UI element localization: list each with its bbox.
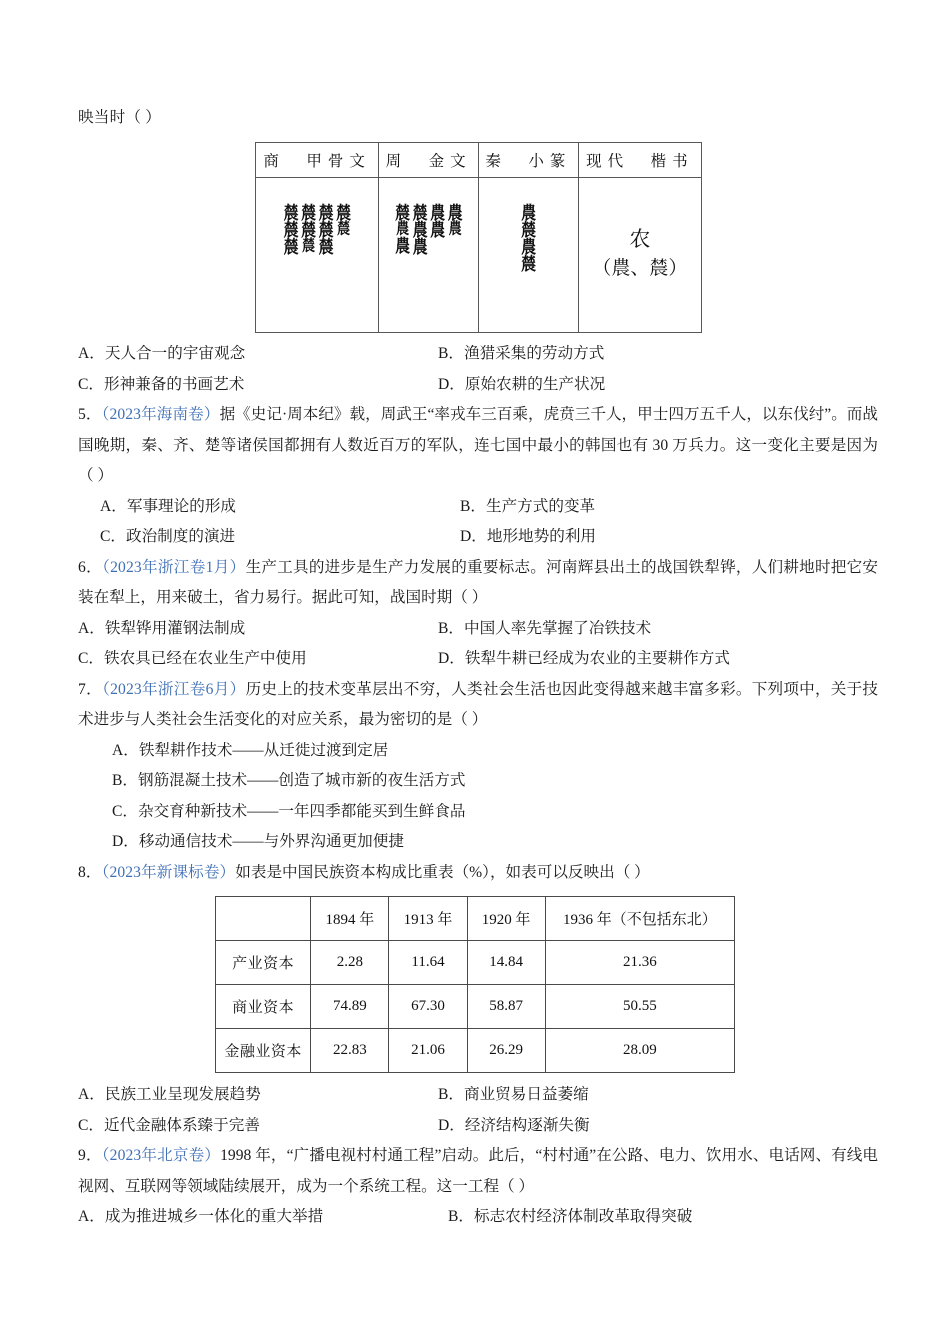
ancient-glyph: 辳 bbox=[412, 202, 428, 224]
column-header-1936: 1936 年（不包括东北） bbox=[545, 897, 734, 941]
option-d[interactable]: D．地形地势的利用 bbox=[460, 528, 597, 545]
ancient-glyph: 辳 bbox=[337, 220, 350, 239]
column-header-1913: 1913 年 bbox=[389, 897, 467, 941]
option-b[interactable]: B．中国人率先掌握了冶铁技术 bbox=[438, 619, 652, 637]
script-header-qin: 秦 小篆 bbox=[478, 143, 578, 178]
question-8-options bbox=[78, 1080, 878, 1141]
question-number: 5． bbox=[78, 406, 102, 423]
question-6-stem bbox=[78, 553, 878, 614]
script-header-modern: 现代 楷书 bbox=[578, 143, 701, 178]
seal-glyph-grid bbox=[481, 184, 576, 324]
question-7-stem bbox=[78, 675, 878, 736]
question-source: （2023年海南卷） bbox=[101, 406, 220, 423]
script-table-header-row bbox=[256, 143, 702, 178]
ancient-glyph: 農 bbox=[395, 235, 410, 257]
glyph-column bbox=[283, 184, 299, 258]
question-5-stem bbox=[78, 400, 878, 492]
option-row bbox=[78, 1111, 878, 1142]
option-b[interactable]: B．商业贸易日益萎缩 bbox=[438, 1086, 589, 1103]
cell-value: 26.29 bbox=[467, 1029, 545, 1073]
glyph-column bbox=[448, 184, 463, 237]
row-label-commercial-capital: 商业资本 bbox=[216, 985, 311, 1029]
question-source: （2023年浙江卷6月） bbox=[102, 680, 246, 698]
glyph-column bbox=[430, 184, 445, 241]
table-row bbox=[216, 1029, 735, 1073]
cell-value: 21.06 bbox=[389, 1029, 467, 1073]
ancient-glyph: 辳 bbox=[302, 237, 315, 256]
option-c[interactable]: C．近代金融体系臻于完善 bbox=[78, 1116, 260, 1134]
ancient-glyph: 辳 bbox=[301, 202, 316, 224]
glyph-column bbox=[318, 184, 334, 258]
glyph-column bbox=[336, 184, 351, 237]
ancient-glyph: 辳 bbox=[521, 253, 536, 275]
ancient-glyph: 辳 bbox=[521, 219, 536, 241]
table-row bbox=[216, 941, 735, 985]
option-a[interactable]: A．军事理论的形成 bbox=[100, 497, 237, 515]
column-header-1894: 1894 年 bbox=[311, 897, 389, 941]
option-c[interactable]: C．铁农具已经在农业生产中使用 bbox=[78, 650, 307, 667]
option-b[interactable]: B．渔猎采集的劳动方式 bbox=[438, 345, 605, 362]
cell-value: 58.87 bbox=[467, 985, 545, 1029]
question-text: 历史上的技术变革层出不穷，人类社会生活也因此变得越来越丰富多彩。下列项中，关于技术进步与人类社会生活变化的对应关系，最为密切的是（ ） bbox=[78, 680, 878, 728]
capital-composition-figure bbox=[78, 896, 878, 1073]
script-header-zhou: 周 金文 bbox=[379, 143, 479, 178]
cell-value: 28.09 bbox=[545, 1029, 734, 1073]
question-number: 9． bbox=[78, 1147, 102, 1164]
modern-char-main: 农 bbox=[629, 227, 651, 251]
modern-char-variants: （農、辳） bbox=[592, 258, 688, 279]
question-text: 1998 年，“广播电视村村通工程”启动。此后，“村村通”在公路、电力、饮用水、电话网、有线电视网、互联网等领域陆续展开，成为一个系统工程。这一工程（ ） bbox=[78, 1147, 879, 1195]
modern-regular-script-cell bbox=[578, 178, 701, 333]
glyph-column bbox=[301, 184, 316, 254]
question-number: 8． bbox=[78, 863, 102, 881]
ancient-glyph: 辳 bbox=[395, 202, 410, 224]
option-a[interactable]: A．民族工业呈现发展趋势 bbox=[78, 1086, 261, 1103]
option-row bbox=[78, 339, 878, 370]
table-row bbox=[216, 985, 735, 1029]
bronze-script-cell bbox=[379, 178, 479, 333]
cell-value: 14.84 bbox=[467, 941, 545, 985]
page-content bbox=[78, 103, 878, 1233]
corner-cell bbox=[216, 897, 311, 941]
ancient-glyph: 辳 bbox=[336, 202, 351, 224]
question-9-stem bbox=[78, 1141, 878, 1202]
cell-value: 11.64 bbox=[389, 941, 467, 985]
option-b[interactable]: B．钢筋混凝土技术——创造了城市新的夜生活方式 bbox=[112, 772, 466, 789]
ancient-glyph: 辳 bbox=[318, 236, 334, 258]
ancient-glyph: 辳 bbox=[318, 202, 334, 224]
option-c[interactable]: C．杂交育种新技术——一年四季都能买到生鲜食品 bbox=[112, 802, 466, 820]
question-number: 7． bbox=[78, 680, 103, 698]
question-source: （2023年浙江卷1月） bbox=[102, 558, 246, 576]
option-d[interactable]: D．铁犁牛耕已经成为农业的主要耕作方式 bbox=[438, 650, 730, 667]
option-row bbox=[78, 644, 878, 675]
oracle-bone-script-cell bbox=[256, 178, 379, 333]
ancient-glyph: 辳 bbox=[283, 236, 299, 258]
option-a[interactable]: A．成为推进城乡一体化的重大举措 bbox=[78, 1208, 324, 1225]
ancient-glyph: 農 bbox=[447, 202, 463, 224]
row-label-industrial-capital: 产业资本 bbox=[216, 941, 311, 985]
ancient-glyph: 辳 bbox=[283, 202, 299, 224]
question-4-options bbox=[78, 339, 878, 400]
script-evolution-figure bbox=[78, 142, 878, 333]
ancient-glyph: 辳 bbox=[283, 219, 299, 241]
cell-value: 2.28 bbox=[311, 941, 389, 985]
option-row bbox=[100, 522, 878, 553]
glyph-column bbox=[395, 184, 410, 257]
table-header-row bbox=[216, 897, 735, 941]
bronze-glyph-grid bbox=[381, 184, 476, 324]
option-d[interactable]: D．经济结构逐渐失衡 bbox=[438, 1116, 590, 1134]
option-row bbox=[100, 492, 878, 523]
ancient-glyph: 農 bbox=[396, 220, 409, 239]
cell-value: 67.30 bbox=[389, 985, 467, 1029]
option-a[interactable]: A．铁犁铧用灌钢法制成 bbox=[78, 619, 246, 637]
cell-value: 74.89 bbox=[311, 985, 389, 1029]
question-9-options bbox=[78, 1202, 878, 1233]
glyph-column bbox=[521, 184, 536, 275]
ancient-glyph: 農 bbox=[430, 219, 445, 241]
question-text: 如表是中国民族资本构成比重表（%），如表可以反映出（ ） bbox=[235, 863, 650, 881]
script-evolution-table bbox=[255, 142, 702, 333]
glyph-column bbox=[412, 184, 428, 258]
ancient-glyph: 辳 bbox=[301, 219, 316, 241]
question-8-stem bbox=[78, 858, 878, 889]
option-a[interactable]: A．天人合一的宇宙观念 bbox=[78, 345, 246, 362]
question-source: （2023年新课标卷） bbox=[101, 863, 236, 881]
capital-composition-table bbox=[215, 896, 735, 1073]
script-header-shang: 商 甲骨文 bbox=[256, 143, 379, 178]
option-a[interactable]: A．铁犁耕作技术——从迁徙过渡到定居 bbox=[112, 741, 389, 759]
ancient-glyph: 農 bbox=[521, 236, 536, 258]
lead-line: 映当时（ ） bbox=[78, 109, 162, 126]
ancient-glyph: 農 bbox=[430, 202, 445, 224]
option-c[interactable]: C．形神兼备的书画艺术 bbox=[78, 375, 245, 393]
ancient-glyph: 農 bbox=[412, 236, 428, 258]
question-5-options bbox=[78, 492, 878, 553]
cell-value: 22.83 bbox=[311, 1029, 389, 1073]
option-b[interactable]: B．标志农村经济体制改革取得突破 bbox=[448, 1208, 693, 1225]
row-label-financial-capital: 金融业资本 bbox=[216, 1029, 311, 1073]
option-row bbox=[78, 614, 878, 645]
question-source: （2023年北京卷） bbox=[101, 1147, 221, 1164]
option-row bbox=[78, 1202, 878, 1233]
option-b[interactable]: B．生产方式的变革 bbox=[460, 497, 596, 515]
question-7-options bbox=[78, 736, 878, 858]
ancient-glyph: 辳 bbox=[318, 219, 334, 241]
cell-value: 50.55 bbox=[545, 985, 734, 1029]
cell-value: 21.36 bbox=[545, 941, 734, 985]
ancient-glyph: 農 bbox=[521, 202, 536, 224]
column-header-1920: 1920 年 bbox=[467, 897, 545, 941]
question-text: 生产工具的进步是生产力发展的重要标志。河南辉县出土的战国铁犁铧，人们耕地时把它安装在犁上，用来破土，省力易行。据此可知，战国时期（ ） bbox=[78, 558, 878, 606]
option-row bbox=[78, 1080, 878, 1111]
option-row bbox=[78, 370, 878, 401]
option-c[interactable]: C．政治制度的演进 bbox=[100, 528, 236, 545]
ancient-glyph: 農 bbox=[448, 220, 462, 239]
question-6-options bbox=[78, 614, 878, 675]
ancient-glyph: 農 bbox=[412, 219, 428, 241]
small-seal-script-cell bbox=[478, 178, 578, 333]
option-d[interactable]: D．原始农耕的生产状况 bbox=[438, 375, 606, 393]
script-table-body-row bbox=[256, 178, 702, 333]
option-d[interactable]: D．移动通信技术——与外界沟通更加便捷 bbox=[112, 833, 404, 850]
question-text: 据《史记·周本纪》载，周武王“率戎车三百乘，虎贲三千人，甲士四万五千人，以东伐纣”。而战国晚期，秦、齐、楚等诸侯国都拥有人数近百万的军队，连七国中最小的韩国也有 30 万兵力。这一变化主要是因为（ ） bbox=[78, 406, 878, 484]
oracle-bone-glyph-grid bbox=[258, 184, 376, 324]
question-number: 6． bbox=[78, 558, 103, 576]
